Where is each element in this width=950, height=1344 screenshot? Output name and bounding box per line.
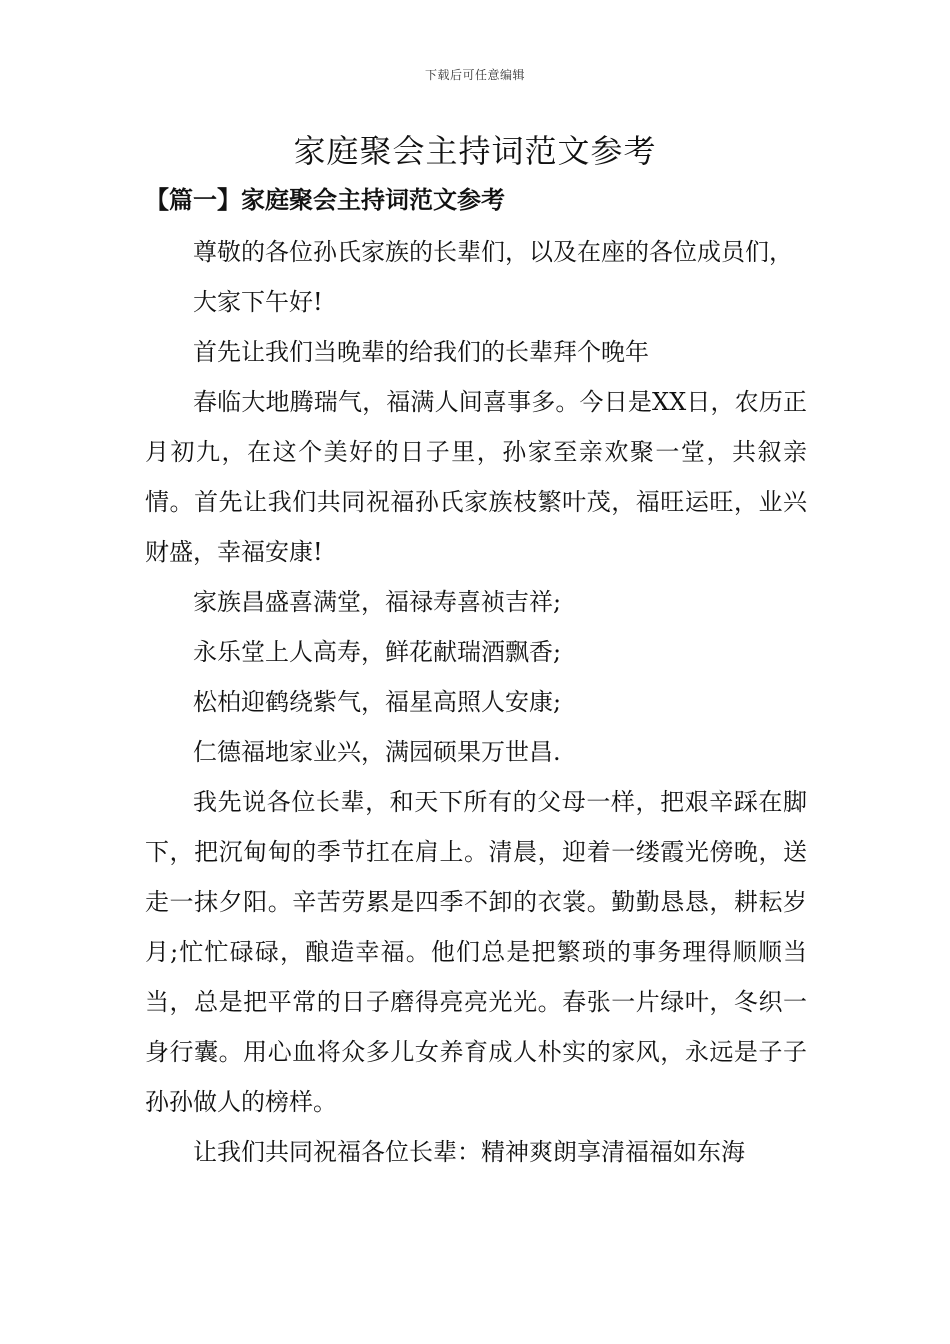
poem-line: 仁德福地家业兴，满园硕果万世昌. — [193, 738, 561, 766]
document-title: 家庭聚会主持词范文参考 — [293, 132, 657, 170]
document-body — [145, 227, 807, 1177]
poem-line: 永乐堂上人高寿，鲜花献瑞酒飘香; — [193, 638, 562, 666]
poem-line: 松柏迎鹤绕紫气，福星高照人安康; — [193, 688, 562, 716]
paragraph-good-afternoon: 大家下午好! — [193, 288, 323, 316]
poem-line: 家族昌盛喜满堂，福禄寿喜祯吉祥; — [193, 588, 562, 616]
paragraph-elders-tribute: 我先说各位长辈，和天下所有的父母一样，把艰辛踩在脚下，把沉甸甸的季节扛在肩上。清晨，迎着一缕霞光傍晚，送走一抹夕阳。辛苦劳累是四季不卸的衣裳。勤勤恳恳，耕耘岁月;忙忙碌碌，酿造幸福。他们总是把繁琐的事务理得顺顺当当，总是把平常的日子磨得亮亮光光。春张一片绿叶，冬织一身行囊。用心血将众多儿女养育成人朴实的家风，永远是子子孙孙做人的榜样。 — [145, 788, 807, 1116]
header-note: 下载后可任意编辑 — [424, 68, 525, 82]
section-heading: 【篇一】家庭聚会主持词范文参考 — [145, 185, 505, 214]
paragraph-greeting: 尊敬的各位孙氏家族的长辈们，以及在座的各位成员们， — [193, 238, 793, 266]
paragraph-final-blessing: 让我们共同祝福各位长辈：精神爽朗享清福福如东海 — [193, 1138, 745, 1166]
paragraph-spring-blessing: 春临大地腾瑞气，福满人间喜事多。今日是XX日，农历正月初九，在这个美好的日子里，孙家至亲欢聚一堂，共叙亲情。首先让我们共同祝福孙氏家族枝繁叶茂，福旺运旺，业兴财盛，幸福安康! — [145, 388, 807, 566]
paragraph-new-year-wish: 首先让我们当晚辈的给我们的长辈拜个晚年 — [193, 338, 649, 366]
